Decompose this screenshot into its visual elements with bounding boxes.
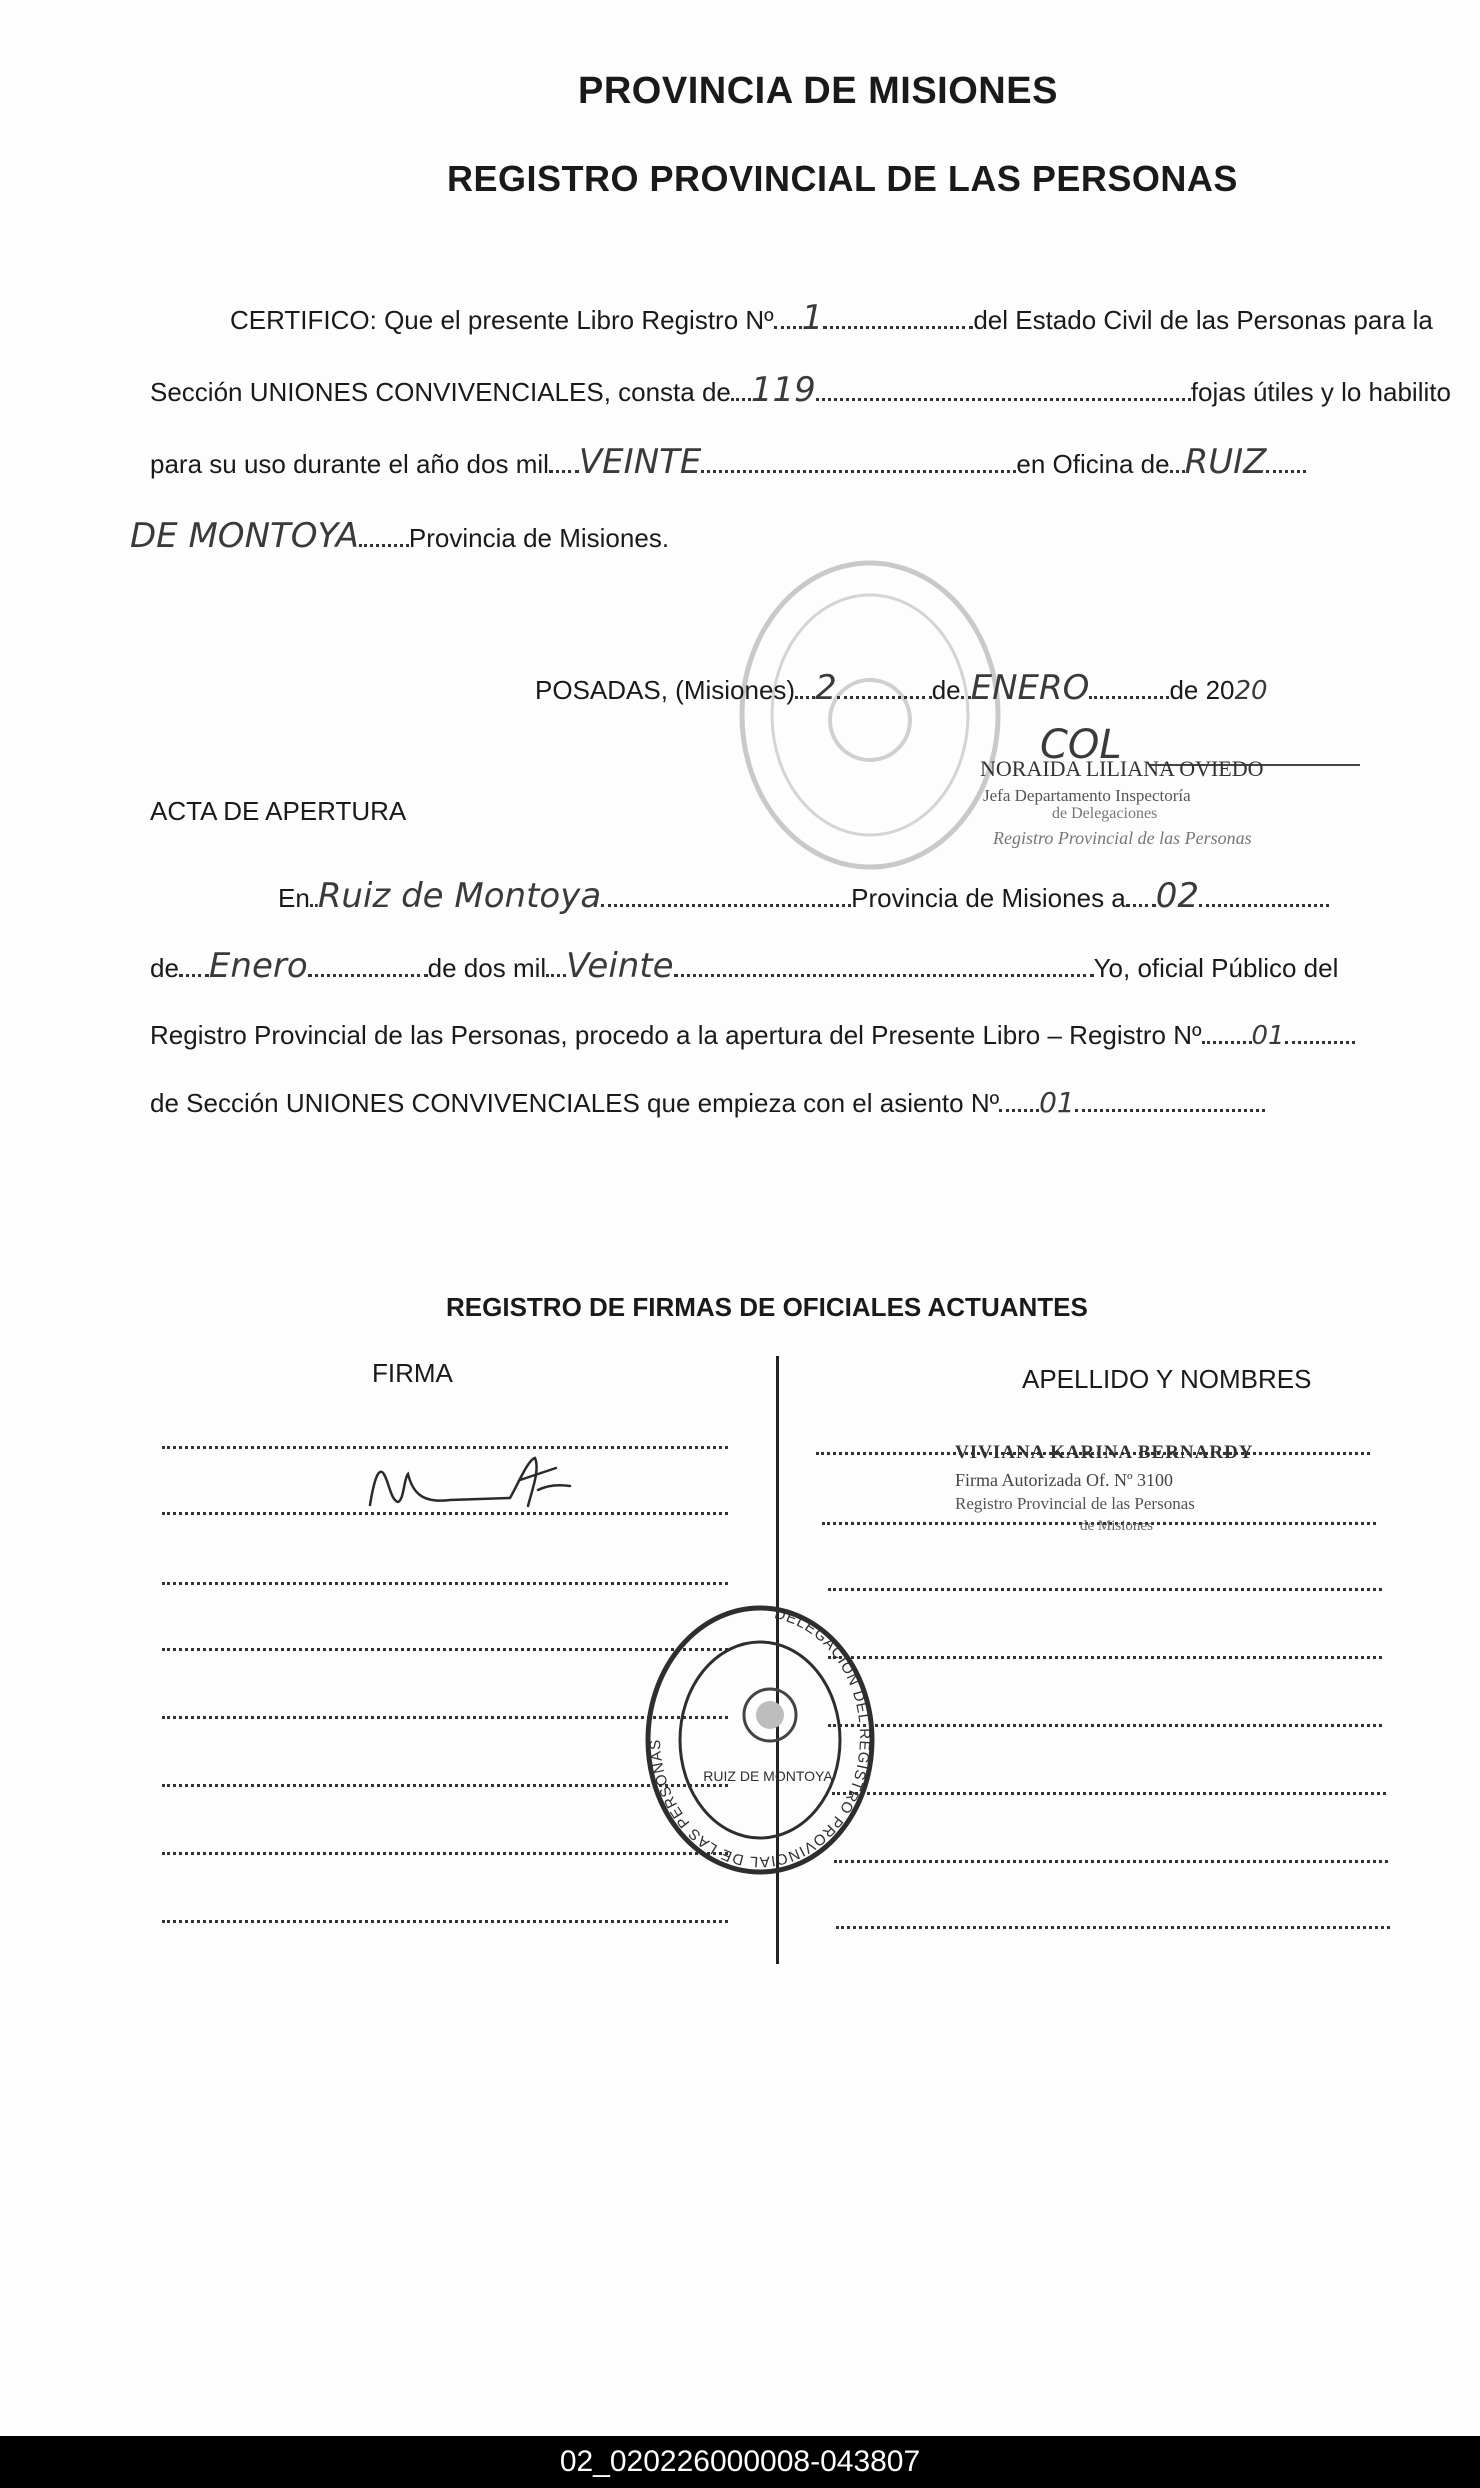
officer-stamp-name: VIVIANA KARINA BERNARDY (955, 1442, 1254, 1463)
official-stamp-role-1: Jefa Departamento Inspectoría (983, 786, 1191, 805)
apertura-line-1 (278, 876, 1329, 916)
apertura-line-1-text-b: Provincia de Misiones a (851, 883, 1126, 913)
sig-line-right-4 (828, 1656, 1382, 1659)
apertura-place: Ruiz de Montoya (317, 876, 602, 916)
cert-line-1-text-a: CERTIFICO: Que el presente Libro Registro Nº (230, 305, 774, 335)
cert-date-year-prefix: de 20 (1169, 675, 1235, 705)
officer-stamp-line-3: Registro Provincial de las Personas (955, 1494, 1195, 1513)
page-subtitle: REGISTRO PROVINCIAL DE LAS PERSONAS (447, 158, 1238, 199)
cert-date-de: de (931, 675, 961, 705)
apertura-month: Enero (208, 946, 308, 986)
cert-line-3-text-b: en Oficina de (1016, 449, 1170, 479)
cert-year-words: VEINTE (578, 442, 702, 482)
apertura-line-1-en: En (278, 883, 310, 913)
round-stamp-center-text: RUIZ DE MONTOYA (703, 1768, 833, 1784)
signatures-col-firma: FIRMA (372, 1358, 453, 1388)
sig-line-left-8 (162, 1920, 728, 1923)
apertura-line-2-text-b: de dos mil (427, 953, 547, 983)
sig-line-right-5 (828, 1724, 1382, 1727)
apertura-line-4-text: de Sección UNIONES CONVIVENCIALES que empieza con el asiento Nº (150, 1088, 1000, 1118)
apertura-line-3 (150, 1020, 1355, 1051)
cert-office-part-1: RUIZ (1184, 442, 1267, 482)
apertura-line-2-text-c: Yo, oficial Público del (1093, 953, 1339, 983)
sig-line-left-1 (162, 1446, 728, 1449)
faint-round-stamp (720, 545, 1020, 885)
cert-date-year-hand: 20 (1234, 676, 1268, 706)
apertura-year-words: Veinte (566, 946, 674, 986)
cert-line-2 (150, 370, 1451, 410)
apertura-line-3-text: Registro Provincial de las Personas, procedo a la apertura del Presente Libro – Registro Nº (150, 1020, 1202, 1050)
cert-office-part-2: DE MONTOYA (130, 516, 359, 556)
cert-date-line (535, 668, 1268, 708)
cert-libro-number: 1 (801, 298, 824, 338)
sig-line-right-8 (836, 1926, 1390, 1929)
cert-line-3-text-a: para su uso durante el año dos mil (150, 449, 549, 479)
page-title: PROVINCIA DE MISIONES (578, 70, 1058, 112)
signatures-col-apellido: APELLIDO Y NOMBRES (1022, 1364, 1312, 1394)
cert-line-1 (230, 298, 1433, 338)
apertura-asiento-number: 01 (1039, 1086, 1075, 1119)
handwritten-signature (360, 1450, 590, 1520)
official-stamp-role-3: Registro Provincial de las Personas (993, 828, 1252, 848)
cert-date-day: 2 (815, 668, 837, 708)
footer-id: 02_020226000008-043807 (559, 2445, 921, 2478)
round-official-stamp (640, 1595, 880, 1885)
cert-line-4 (130, 516, 669, 556)
cert-date-month: ENERO (970, 668, 1090, 708)
cert-date-place: POSADAS, (Misiones) (535, 675, 796, 705)
apertura-line-2 (150, 946, 1338, 986)
footer-id-bar (0, 2436, 1480, 2488)
cert-line-1-text-b: del Estado Civil de las Personas para la (973, 305, 1433, 335)
apertura-day: 02 (1155, 876, 1200, 916)
apertura-line-4 (150, 1086, 1265, 1119)
apertura-heading: ACTA DE APERTURA (150, 796, 407, 826)
sig-line-right-6 (832, 1792, 1386, 1795)
cert-line-4-text-b: Provincia de Misiones. (408, 523, 670, 553)
round-stamp-ring-text: DELEGACIÓN DEL REGISTRO PROVINCIAL DE LAS PERSONAS (646, 1605, 874, 1871)
sig-line-right-7 (834, 1860, 1388, 1863)
cert-line-3 (150, 442, 1306, 482)
apertura-line-2-de: de (150, 953, 179, 983)
signatures-heading: REGISTRO DE FIRMAS DE OFICIALES ACTUANTES (446, 1292, 1088, 1322)
apertura-libro-number: 01 (1251, 1021, 1285, 1051)
sig-line-left-3 (162, 1582, 728, 1585)
cert-line-2-text-b: fojas útiles y lo habilito (1190, 377, 1451, 407)
cert-line-2-text-a: Sección UNIONES CONVIVENCIALES, consta de (150, 377, 731, 407)
sig-line-right-3 (828, 1588, 1382, 1591)
officer-stamp-line-2: Firma Autorizada Of. Nº 3100 (955, 1470, 1174, 1490)
officer-stamp-line-4: de Misiones (1080, 1518, 1153, 1534)
official-initials-signature: COL (1040, 722, 1122, 768)
cert-fojas-count: 119 (750, 370, 816, 410)
official-stamp-role-2: de Delegaciones (1052, 805, 1158, 822)
official-stamp-name: NORAIDA LILIANA OVIEDO (980, 756, 1264, 781)
